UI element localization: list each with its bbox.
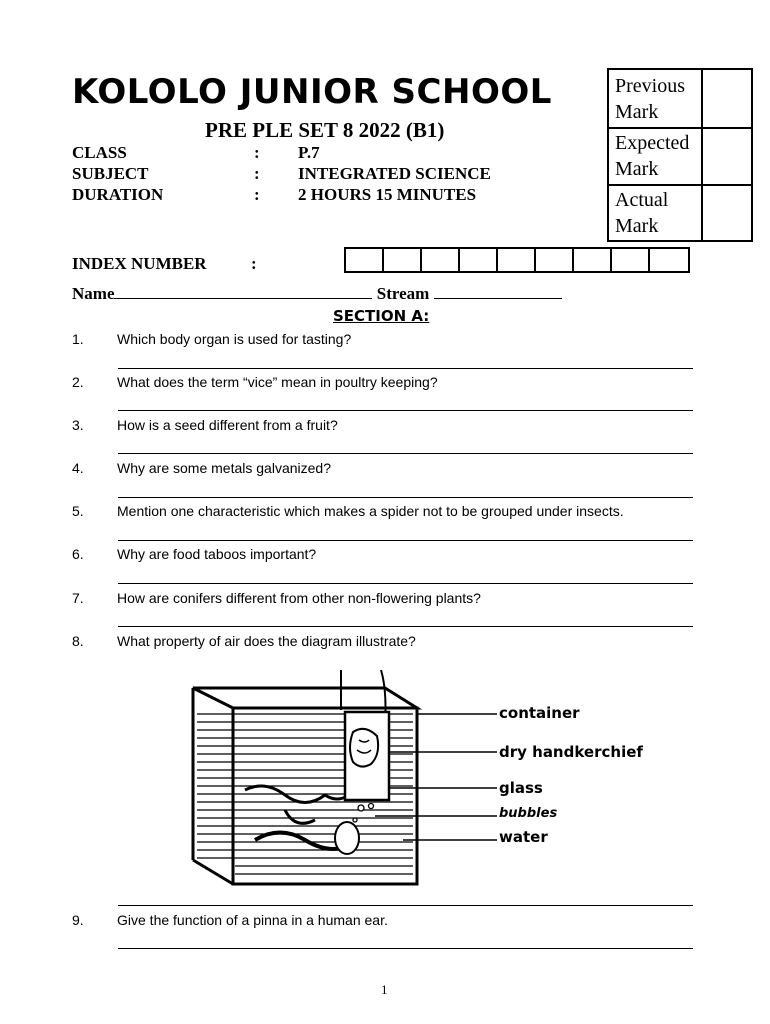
index-box[interactable] (536, 249, 574, 271)
previous-mark-label: Previous Mark (615, 75, 685, 123)
question-number: 6. (72, 546, 84, 562)
index-box[interactable] (574, 249, 612, 271)
question-number: 4. (72, 460, 84, 476)
name-label: Name (72, 284, 115, 303)
answer-line[interactable] (118, 368, 693, 369)
water-label: water (499, 828, 548, 846)
duration-colon: : (254, 185, 260, 204)
question-text: Which body organ is used for tasting? (117, 331, 352, 347)
index-box[interactable] (384, 249, 422, 271)
mark-divider (701, 184, 703, 241)
index-box[interactable] (650, 249, 688, 271)
question-number: 9. (72, 912, 84, 928)
name-field[interactable] (114, 284, 372, 299)
section-title: SECTION A: (333, 307, 430, 325)
mark-divider (701, 127, 703, 184)
question-number: 2. (72, 374, 84, 390)
question-text: Give the function of a pinna in a human ear. (117, 912, 388, 928)
class-value: P.7 (298, 143, 320, 162)
stream-field[interactable] (434, 284, 562, 299)
duration-label: DURATION (72, 185, 164, 204)
answer-line[interactable] (118, 410, 693, 411)
subject-label: SUBJECT (72, 164, 149, 183)
answer-line[interactable] (118, 540, 693, 541)
bubbles-label: bubbles (499, 806, 558, 821)
index-box[interactable] (498, 249, 536, 271)
expected-mark-row (609, 127, 751, 186)
answer-line[interactable] (118, 453, 693, 454)
page-number: 1 (381, 982, 388, 997)
question-text: What property of air does the diagram illustrate? (117, 633, 416, 649)
answer-line[interactable] (118, 905, 693, 906)
diagram-illustration (185, 670, 655, 895)
answer-line[interactable] (118, 583, 693, 584)
container-label: container (499, 704, 580, 722)
question-text: Why are some metals galvanized? (117, 460, 331, 476)
actual-mark-row (609, 184, 751, 241)
index-box[interactable] (612, 249, 650, 271)
school-name: KOLOLO JUNIOR SCHOOL (72, 72, 552, 112)
question-number: 5. (72, 503, 84, 519)
subject-colon: : (254, 164, 260, 183)
exam-title: PRE PLE SET 8 2022 (B1) (205, 118, 445, 142)
question-text: What does the term “vice” mean in poultry keeping? (117, 374, 438, 390)
index-number-label: INDEX NUMBER (72, 254, 207, 273)
question-number: 1. (72, 331, 84, 347)
index-colon: : (251, 254, 257, 273)
mark-divider (701, 70, 703, 127)
index-number-boxes[interactable] (344, 247, 690, 273)
expected-mark-label: Expected Mark (615, 132, 690, 180)
air-occupies-space-diagram (185, 670, 655, 895)
index-box[interactable] (422, 249, 460, 271)
question-text: How is a seed different from a fruit? (117, 417, 338, 433)
answer-line[interactable] (118, 948, 693, 949)
question-number: 7. (72, 590, 84, 606)
question-text: Mention one characteristic which makes a spider not to be grouped under insects. (117, 503, 624, 519)
question-text: How are conifers different from other non-flowering plants? (117, 590, 481, 606)
actual-mark-label: Actual Mark (615, 189, 669, 237)
answer-line[interactable] (118, 626, 693, 627)
question-number: 8. (72, 633, 84, 649)
index-box[interactable] (460, 249, 498, 271)
handkerchief-label: dry handkerchief (499, 743, 643, 761)
stream-label: Stream (376, 284, 430, 303)
answer-line[interactable] (118, 497, 693, 498)
glass-label: glass (499, 779, 543, 797)
subject-value: INTEGRATED SCIENCE (298, 164, 491, 183)
question-text: Why are food taboos important? (117, 546, 317, 562)
class-label: CLASS (72, 143, 127, 162)
duration-value: 2 HOURS 15 MINUTES (298, 185, 477, 204)
index-box[interactable] (346, 249, 384, 271)
marks-table (607, 68, 753, 242)
name-stream-row (72, 284, 562, 304)
question-number: 3. (72, 417, 84, 433)
previous-mark-row (609, 70, 751, 129)
class-colon: : (254, 143, 260, 162)
